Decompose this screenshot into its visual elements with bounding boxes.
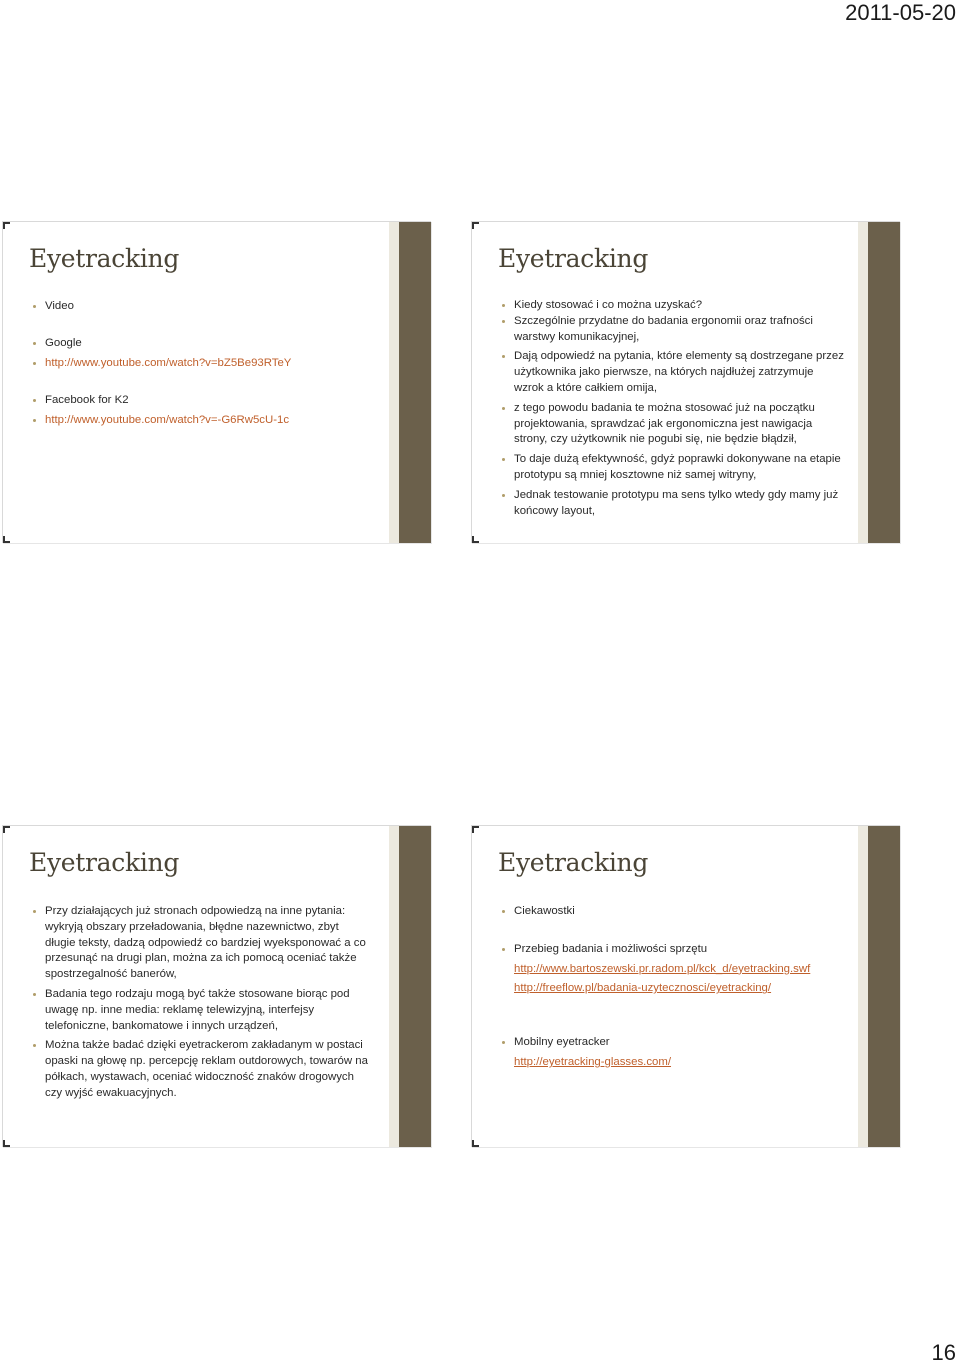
bullet-list [500, 298, 845, 519]
slide-2 [471, 221, 900, 543]
list-item: Google [31, 336, 371, 352]
slide-title: Eyetracking [29, 848, 180, 877]
list-item: Video [31, 299, 371, 315]
video-link[interactable]: http://www.youtube.com/watch?v=bZ5Be93RTeY [45, 356, 292, 369]
slide-3 [2, 825, 431, 1147]
list-item: Ciekawostki [500, 904, 845, 920]
slide-title: Eyetracking [29, 244, 180, 273]
video-link[interactable]: http://www.youtube.com/watch?v=-G6Rw5cU-1c [45, 414, 290, 427]
slide-decor-band [389, 826, 399, 1147]
list-item [500, 1035, 845, 1071]
list-item: Można także badać dzięki eyetrackerom zakładanym w postaci opaski na głowę np. percepcję reklam outdorowych, towarów na półkach, wystawach, oceniać widoczność znaków drogowych czy wyjść ewakuacyjnych. [31, 1038, 369, 1101]
list-item: Szczególnie przydatne do badania ergonomii oraz trafności warstwy komunikacyjnej, [500, 314, 845, 346]
slide-decor-band [858, 826, 868, 1147]
slide-decor-bar [868, 222, 900, 543]
list-item: Dają odpowiedź na pytania, które elementy są dostrzegane przez użytkownika jako pierwsze, na których najdłużej zatrzymuje wzrok a które całkiem omija, [500, 349, 845, 396]
page-number: 16 [931, 1340, 956, 1365]
eyetracking-link[interactable]: http://freeflow.pl/badania-uzytecznosci/eyetracking/ [514, 982, 772, 995]
list-item: To daje dużą efektywność, gdyż poprawki dokonywane na etapie prototypu są mniej kosztowne niż samej witryny, [500, 452, 845, 484]
slide-decor-bar [399, 826, 431, 1147]
list-item: Facebook for K2 [31, 393, 371, 409]
list-item [500, 942, 845, 997]
list-item: z tego powodu badania te można stosować już na początku projektowania, sprawdzać jak ergonomiczna jest nawigacja strony, czy użytkownik nie pogubi się, nie będzie błądził, [500, 401, 845, 448]
slide-1 [2, 221, 431, 543]
slide-title: Eyetracking [498, 848, 649, 877]
slide-decor-band [389, 222, 399, 543]
slide-4 [471, 825, 900, 1147]
eyetracking-link[interactable]: http://eyetracking-glasses.com/ [514, 1055, 672, 1068]
bullet-list [31, 904, 369, 1102]
slide-title: Eyetracking [498, 244, 649, 273]
list-item[interactable] [31, 413, 371, 429]
list-item: Przy działających już stronach odpowiedzą na inne pytania: wykryją obszary przeładowania, błędne nazewnictwo, zbyt długie teksty, dadzą odpowiedź co bardziej wyeksponować a co przesunąć na drugi plan, można za ich pomocą oceniać także spostrzegalność banerów, [31, 904, 369, 983]
list-item: Kiedy stosować i co można uzyskać? [500, 298, 845, 314]
slide-decor-bar [868, 826, 900, 1147]
list-item: Jednak testowanie prototypu ma sens tylko wtedy gdy mamy już końcowy layout, [500, 488, 845, 520]
list-item-label: Przebieg badania i możliwości sprzętu [514, 942, 708, 955]
list-item: Badania tego rodzaju mogą być także stosowane biorąc pod uwagę np. inne media: reklamę telewizyjną, interfejsy telefoniczne, bankomatowe i innych urządzeń, [31, 987, 369, 1034]
list-item[interactable] [31, 356, 371, 372]
eyetracking-link[interactable]: http://www.bartoszewski.pr.radom.pl/kck_d/eyetracking.swf [514, 962, 811, 975]
bullet-list [500, 904, 845, 1071]
slide-decor-bar [399, 222, 431, 543]
list-item-label: Mobilny eyetracker [514, 1036, 610, 1049]
bullet-list [31, 299, 371, 429]
page-date: 2011-05-20 [845, 0, 956, 25]
slide-decor-band [858, 222, 868, 543]
